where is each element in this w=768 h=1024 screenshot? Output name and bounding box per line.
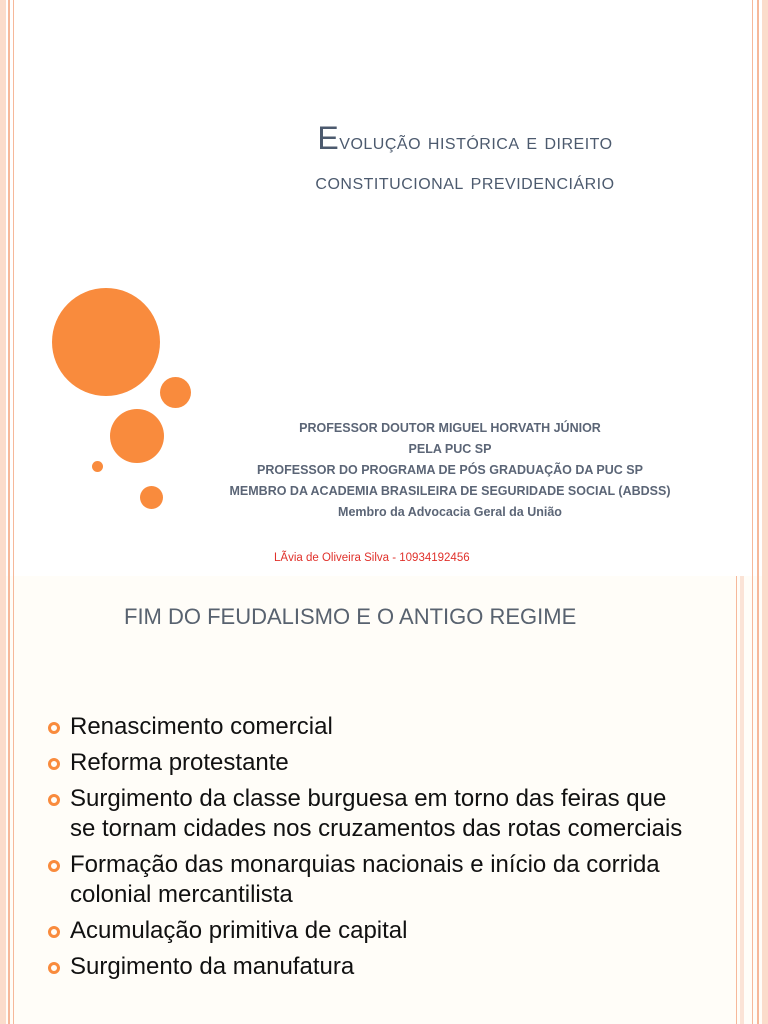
bullet-list (48, 712, 688, 988)
list-item-text: Surgimento da classe burguesa em torno das feiras que se tornam cidades nos cruzamentos das rotas comerciais (70, 785, 683, 842)
credit-line: PROFESSOR DOUTOR MIGUEL HORVATH JÚNIOR (299, 421, 601, 435)
decor-stripe (752, 576, 753, 1024)
decor-stripe (740, 576, 744, 1024)
list-item-text: Acumulação primitiva de capital (70, 917, 408, 944)
decor-stripe (762, 576, 768, 1024)
author-line: LÃvia de Oliveira Silva - 10934192456 (274, 552, 470, 564)
list-item-text: Reforma protestante (70, 749, 289, 776)
list-item-text: Renascimento comercial (70, 713, 333, 740)
decor-stripe (757, 0, 759, 576)
bullet-icon (48, 794, 60, 806)
bullet-icon (48, 758, 60, 770)
list-item-text: Surgimento da manufatura (70, 953, 355, 980)
decor-stripe (762, 0, 768, 576)
decor-stripe (13, 576, 14, 1024)
credits-block (150, 418, 750, 523)
content-slide (0, 576, 768, 1024)
title-line-1: Evolução histórica e direito (317, 120, 613, 156)
decor-stripe (8, 0, 10, 576)
list-item (48, 916, 688, 946)
decor-circle-large (52, 288, 160, 396)
decor-stripe (736, 576, 737, 1024)
slide-title (180, 118, 750, 201)
list-item-text: Formação das monarquias nacionais e início da corrida colonial mercantilista (70, 851, 660, 908)
bullet-icon (48, 926, 60, 938)
decor-stripe (8, 576, 10, 1024)
credit-line: MEMBRO DA ACADEMIA BRASILEIRA DE SEGURIDADE SOCIAL (ABDSS) (229, 484, 671, 498)
bullet-icon (48, 722, 60, 734)
list-item (48, 850, 688, 910)
decor-stripe (757, 576, 759, 1024)
credit-line: PELA PUC SP (408, 442, 492, 456)
list-item (48, 748, 688, 778)
title-line-1-rest: volução histórica e direito (339, 128, 613, 154)
decor-stripe (0, 0, 6, 576)
decor-stripe (13, 0, 14, 576)
slide-title: FIM DO FEUDALISMO E O ANTIGO REGIME (124, 604, 577, 629)
list-item (48, 784, 688, 844)
decor-stripe (752, 0, 753, 576)
credit-line: PROFESSOR DO PROGRAMA DE PÓS GRADUAÇÃO DA PUC SP (257, 463, 643, 477)
decor-stripe (0, 576, 6, 1024)
list-item (48, 952, 688, 982)
list-item (48, 712, 688, 742)
bullet-icon (48, 860, 60, 872)
decor-circle-small (160, 377, 191, 408)
credit-line: Membro da Advocacia Geral da União (338, 505, 562, 519)
title-line-2: constitucional previdenciário (315, 168, 615, 194)
bullet-icon (48, 962, 60, 974)
decor-circle-tiny (92, 461, 103, 472)
